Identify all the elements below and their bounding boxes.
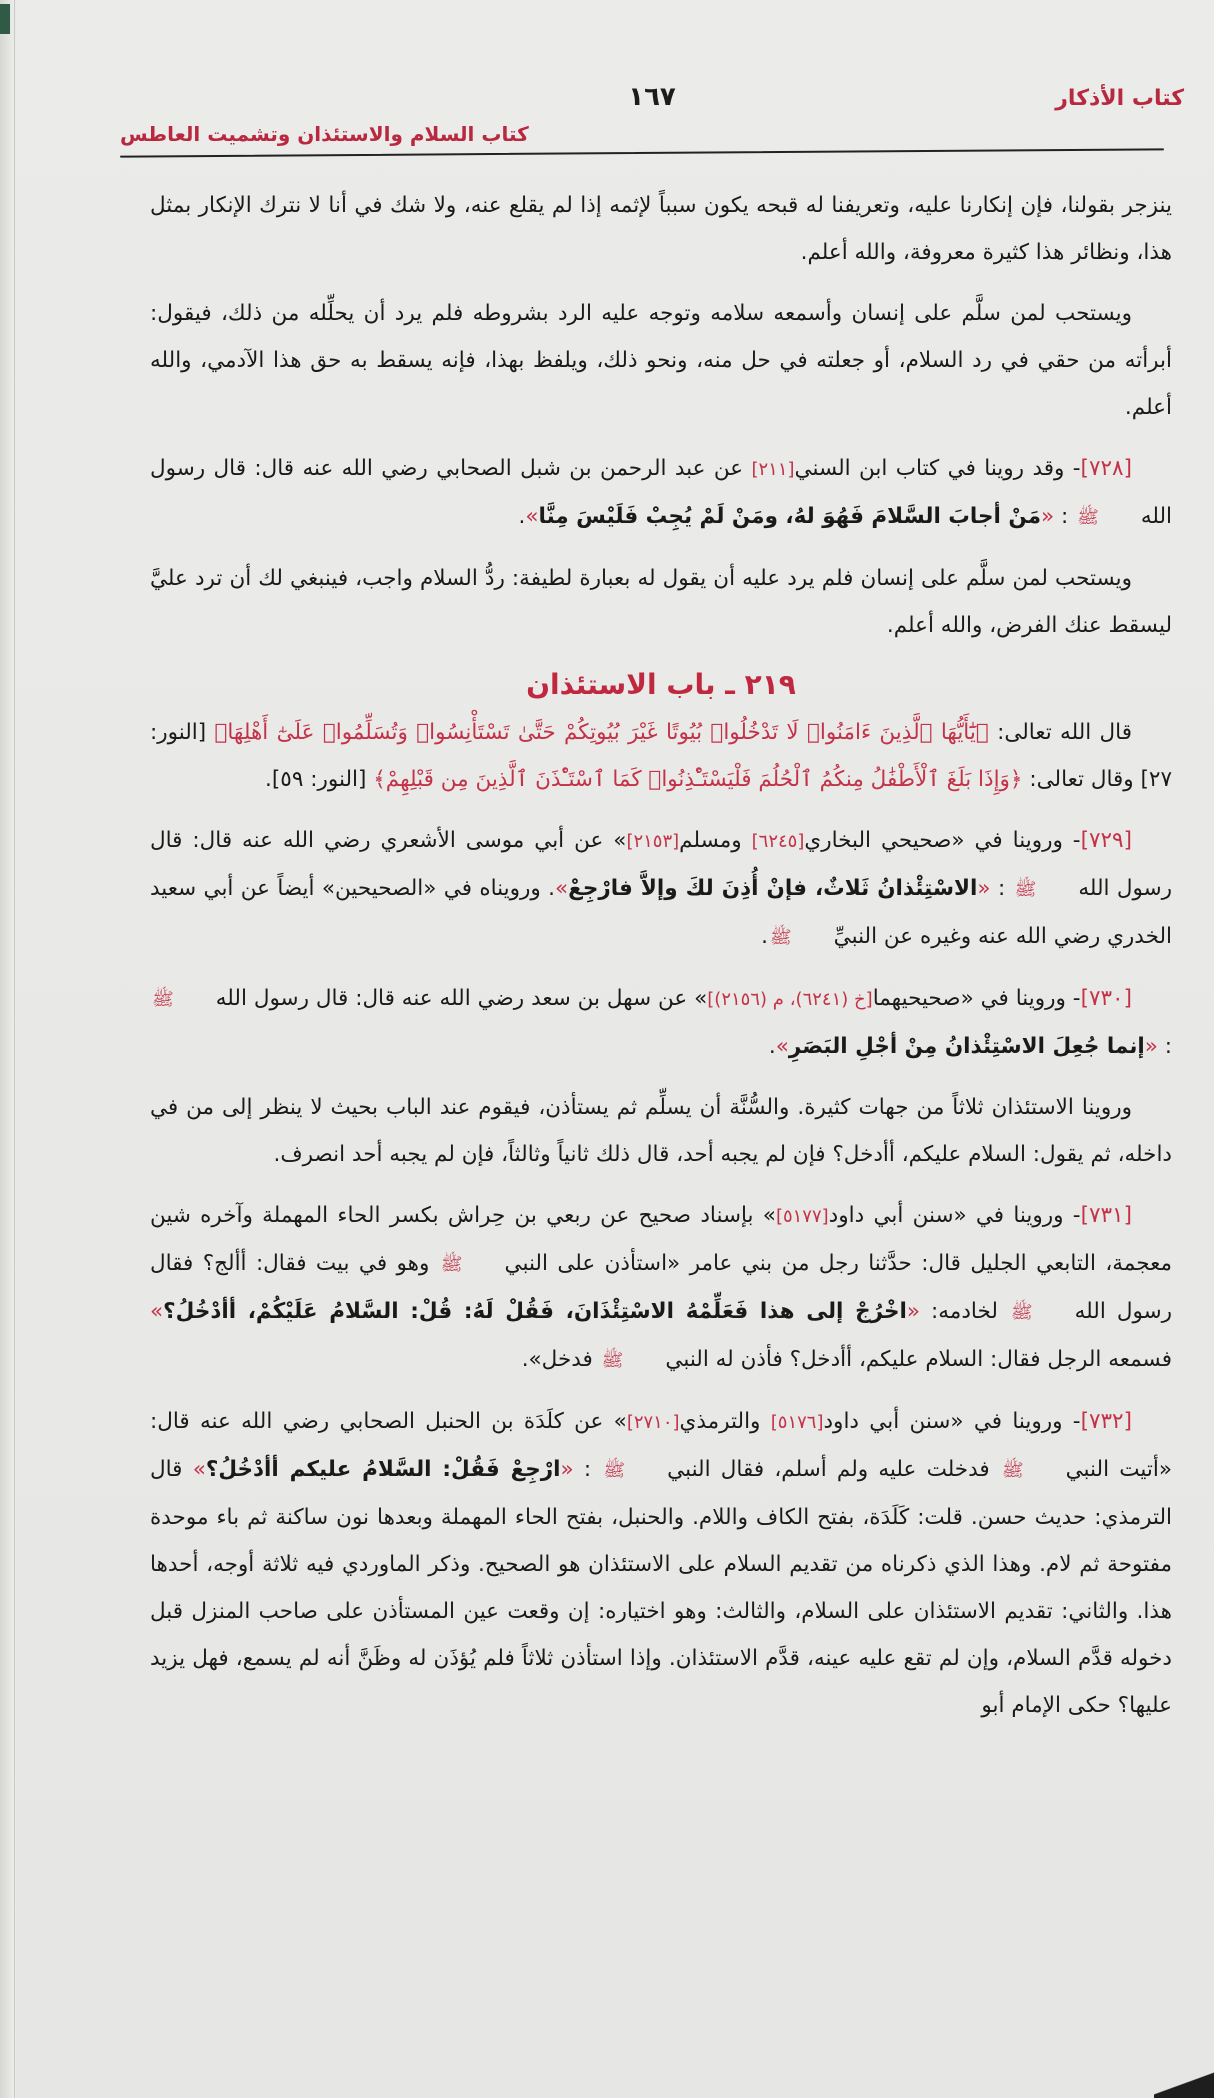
hadith-number: [٧٣٢] [1080, 1409, 1132, 1434]
hadith-text: فسمعه الرجل فقال: السلام عليكم، أأدخل؟ فأذن له النبي [665, 1347, 1172, 1372]
prophetic-quote: مَنْ أجابَ السَّلامَ فَهُوَ لهُ، ومَنْ لَمْ يُجِبْ فَلَيْسَ مِنَّا [538, 504, 1041, 529]
reference-number: [٦٢٤٥] [751, 831, 805, 852]
book-spine-cover [0, 4, 10, 34]
hadith-number: [٧٣١] [1080, 1203, 1132, 1228]
hadith-text: . ورويناه في «الصحيحين» أيضاً عن أبي سعيد الخدري رضي الله عنه وغيره عن النبيِّ [150, 876, 1172, 949]
prophetic-quote: إنما جُعِلَ الاسْتِئْذانُ مِنْ أجْلِ البَصَرِ [788, 1034, 1145, 1059]
salutation-icon: ﷺ [440, 1254, 463, 1275]
section-heading: ٢١٩ ـ باب الاستئذان [526, 668, 796, 701]
hadith-text: والترمذي [679, 1409, 771, 1434]
reference-number: [٢١١] [751, 459, 795, 480]
hadith-text: » عن سهل بن سعد رضي الله عنه قال: قال رسول الله [215, 986, 708, 1011]
hadith-text: فدخل». [521, 1347, 600, 1372]
hadith-text: - وروينا في «صحيحي البخاري [804, 828, 1081, 853]
hadith-text: : [573, 1457, 602, 1482]
paragraph: ويستحب لمن سلَّم على إنسان وأسمعه سلامه وتوجه عليه الرد بشروطه فلم يرد أن يحلِّله من ذلك، فيقول: أبرأته من حقي في رد السلام، أو جعلته في حل منه، ونحو ذلك، ويلفظ بهذا، فإنه يسقط به حق هذا الآدمي، والله أعلم. [150, 301, 1172, 420]
quran-verses [150, 709, 1172, 803]
paragraph: وروينا الاستئذان ثلاثاً من جهات كثيرة. والسُّنَّة أن يسلِّم ثم يستأذن، فيقوم عند الباب بحيث لا ينظر إلى من في داخله، ثم يقول: السلام عليكم، أأدخل؟ فإن لم يجبه أحد، قال ذلك ثانياً وثالثاً، فإن لم يجبه أحد انصرف. [150, 1095, 1172, 1167]
hadith-text: - وروينا في «سنن أبي داود [828, 1203, 1081, 1228]
salutation-icon: ﷺ [1077, 507, 1099, 528]
hadith-text: قال الترمذي: حديث حسن. قلت: كَلَدَة، بفتح الكاف واللام. والحنبل، بفتح الحاء المهملة وبعدها نون ساكنة ثم باء موحدة مفتوحة ثم لام. وهذا الذي ذكرناه من تقديم السلام على الاستئذان هو الصحيح. وذكر الماوردي فيه ثلاثة أوجه، أحدها هذا. والثاني: تقديم الاستئذان على السلام، والثالث: وهو اختياره: إن وقعت عين المستأذن على صاحب المنزل قبل دخوله قدَّم السلام، وإن لم تقع عليه عينه، قدَّم الاستئذان. وإذا استأذن ثلاثاً فلم يُؤذَن له وظَنَّ أنه لم يسمع، فهل يزيد عليها؟ حكى الإمام أبو [150, 1457, 1172, 1718]
reference-number: [٢٧١٠] [626, 1412, 680, 1433]
hadith-text: » عن كلَدَة بن الحنبل الصحابي رضي الله عنه قال: «أتيت النبي [150, 1409, 1172, 1482]
hadith-731 [150, 1192, 1172, 1384]
prophetic-quote: اخْرُجْ إلى هذا فَعَلِّمْهُ الاسْتِئْذَانَ، فَقُلْ لَهُ: قُلْ: السَّلامُ عَلَيْكُمْ، أأدْخُلُ؟ [163, 1299, 907, 1324]
salutation-icon: ﷺ [1010, 1302, 1033, 1323]
page-body [150, 182, 1172, 1743]
quote-mark: « [1041, 504, 1055, 529]
hadith-text: عن عبد الرحمن بن شبل الصحابي رضي الله عنه قال: قال رسول الله [150, 456, 1172, 529]
quote-mark: « [560, 1457, 574, 1482]
punctuation: . [768, 1034, 776, 1059]
salutation-icon: ﷺ [601, 1350, 624, 1371]
quran-verse: ﴿يَٰٓأَيُّهَا ٱلَّذِينَ ءَامَنُوا۟ لَا تَدْخُلُوا۟ بُيُوتًا غَيْرَ بُيُوتِكُمْ حَتَّىٰ تَسْتَأْنِسُوا۟ وَتُسَلِّمُوا۟ عَلَىٰٓ أَهْلِهَا﴾ [214, 720, 989, 745]
running-book-title: كتاب الأذكار [1055, 86, 1184, 111]
salutation-icon: ﷺ [152, 989, 174, 1010]
hadith-text: ومسلم [679, 828, 752, 853]
hadith-text: - وروينا في «صحيحيهما [872, 986, 1081, 1011]
running-chapter-title: كتاب السلام والاستئذان وتشميت العاطس [120, 122, 529, 146]
hadith-text: » بإسناد صحيح عن ربعي بن حِراش بكسر الحاء المهملة وآخره شين معجمة، التابعي الجليل قال: حدَّثنا رجل من بني عامر «استأذن على النبي [150, 1203, 1172, 1276]
hadith-729: [٧٢٩]- وروينا في «صحيحي البخاري[٦٢٤٥] ومسلم[٢١٥٣]» عن أبي موسى الأشعري رضي الله عنه قال: قال رسول اللهﷺ : «الاسْتِئْذانُ ثَلاثٌ، فإنْ أُذِنَ لكَ وإلاَّ فارْجِعْ». ورويناه في «الصحيحين» أيضاً عن أبي سعيد الخدري رضي الله عنه وغيره عن النبيِّﷺ. [150, 817, 1172, 961]
reference-number: [٢١٥٣] [626, 831, 680, 852]
quote-mark: » [525, 504, 539, 529]
hadith-728 [150, 445, 1172, 541]
quote-mark: « [1144, 1034, 1158, 1059]
quote-mark: » [554, 876, 569, 901]
salutation-icon: ﷺ [769, 927, 792, 948]
hadith-text: - وروينا في «سنن أبي داود [823, 1409, 1081, 1434]
punctuation: . [518, 504, 526, 529]
reference-number: [خ (٦٢٤١)، م (٢١٥٦)] [707, 989, 873, 1010]
paragraph: ويستحب لمن سلَّم على إنسان فلم يرد عليه أن يقول له بعبارة لطيفة: ردُّ السلام واجب، فينبغي لك أن ترد عليَّ ليسقط عنك الفرض، والله أعلم. [150, 566, 1172, 638]
hadith-number: [٧٢٨] [1080, 456, 1132, 481]
punctuation: : [1054, 504, 1076, 529]
header-divider [120, 148, 1164, 157]
reference-number: [٥١٧٧] [775, 1206, 829, 1227]
prophetic-quote: ارْجِعْ فَقُلْ: السَّلامُ عليكم أأدْخُلُ؟ [205, 1457, 561, 1482]
book-page-edge [0, 0, 15, 2098]
hadith-text: لخادمه: [920, 1299, 1009, 1324]
quran-verse: ﴿وَإِذَا بَلَغَ ٱلْأَطْفَٰلُ مِنكُمُ ٱلْحُلُمَ فَلْيَسْتَـْٔذِنُوا۟ كَمَا ٱسْتَـْٔذَنَ ٱلَّذِينَ مِن قَبْلِهِمْ﴾ [373, 767, 1023, 792]
hadith-732 [150, 1398, 1172, 1729]
hadith-730: [٧٣٠]- وروينا في «صحيحيهما[خ (٦٢٤١)، م (٢١٥٦)]» عن سهل بن سعد رضي الله عنه قال: قال رسول اللهﷺ : «إنما جُعِلَ الاسْتِئْذانُ مِنْ أجْلِ البَصَرِ». [150, 975, 1172, 1070]
hadith-number: [٧٣٠] [1080, 986, 1132, 1011]
quote-mark: « [906, 1299, 920, 1324]
verse-reference: [النور: ٢٧] [150, 720, 1172, 792]
page-header [120, 60, 1184, 160]
salutation-icon: ﷺ [1001, 1460, 1024, 1481]
quote-mark: » [150, 1299, 164, 1324]
quote-mark: » [775, 1034, 789, 1059]
salutation-icon: ﷺ [1014, 879, 1037, 900]
reference-number: [٥١٧٦] [770, 1412, 824, 1433]
hadith-number: [٧٢٩] [1080, 828, 1132, 853]
punctuation: . [761, 924, 768, 949]
page-corner-shadow [1154, 2068, 1214, 2098]
prophetic-quote: الاسْتِئْذانُ ثَلاثٌ، فإنْ أُذِنَ لكَ وإلاَّ فارْجِعْ [568, 876, 978, 901]
verse-reference: [النور: ٥٩]. [265, 767, 374, 792]
quote-mark: « [977, 876, 991, 901]
hadith-text: » عن أبي موسى الأشعري رضي الله عنه قال: قال رسول الله [150, 828, 1172, 901]
quote-mark: » [192, 1457, 206, 1482]
page-number: ١٦٧ [628, 82, 676, 112]
hadith-text: وهو في بيت فقال: أألج؟ فقال رسول الله [150, 1251, 1172, 1324]
salutation-icon: ﷺ [603, 1460, 626, 1481]
hadith-text: فدخلت عليه ولم أسلم، فقال النبي [667, 1457, 1000, 1482]
verse-intro: وقال تعالى: [1022, 767, 1134, 792]
verse-intro: قال الله تعالى: [988, 720, 1133, 745]
hadith-text: - وقد روينا في كتاب ابن السني [794, 456, 1081, 481]
paragraph: ينزجر بقولنا، فإن إنكارنا عليه، وتعريفنا له قبحه يكون سبباً لإثمه إذا لم يقلع عنه، ولا شك في أنا لا نترك الإنكار بمثل هذا، ونظائر هذا كثيرة معروفة، والله أعلم. [150, 193, 1172, 265]
